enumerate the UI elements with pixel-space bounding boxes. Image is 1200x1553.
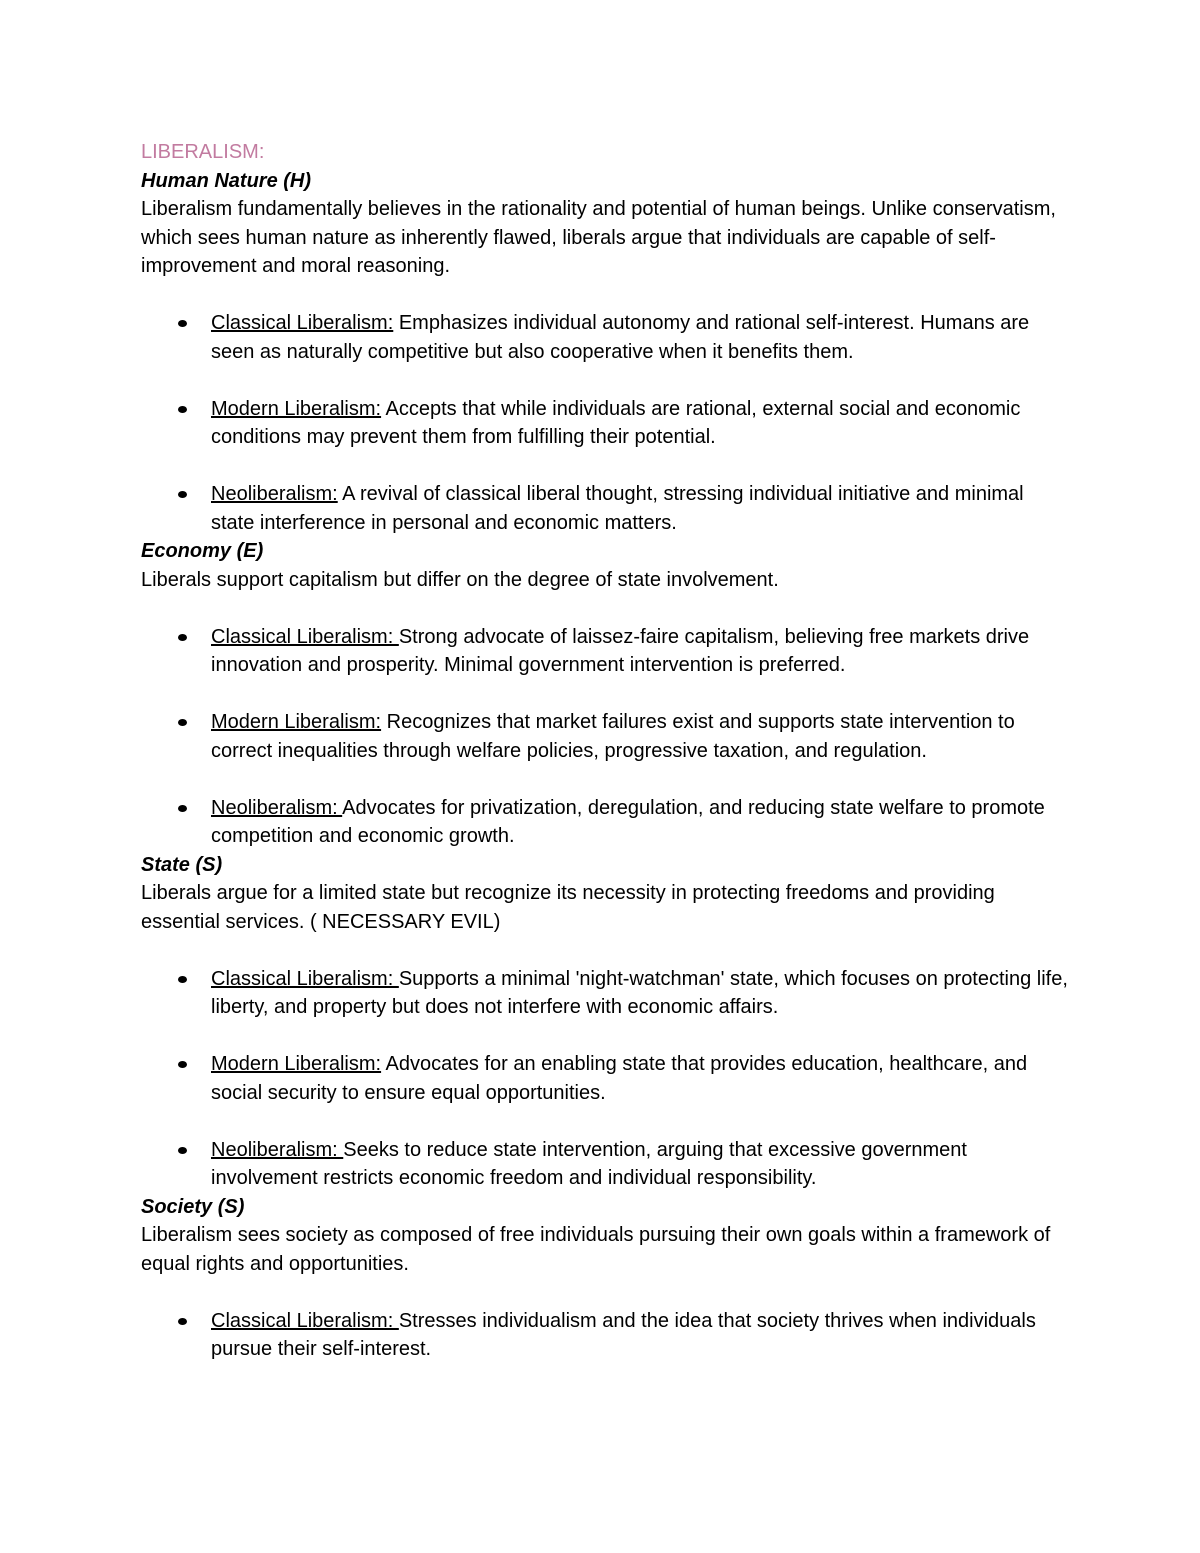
bullet-icon [178, 1061, 187, 1068]
list-item [141, 794, 1071, 851]
section-intro: Liberals argue for a limited state but recognize its necessity in protecting freedoms and providing essential services. ( NECESSARY EVIL) [141, 882, 995, 933]
spacer [141, 452, 1071, 481]
term-description: Recognizes that market failures exist and supports state intervention to correct inequalities through welfare policies, progressive taxation, and regulation. [211, 711, 1015, 762]
section-heading: Human Nature (H) [141, 169, 312, 192]
term-label: Classical Liberalism: [211, 312, 394, 334]
bullet-icon [178, 719, 187, 726]
document-title: LIBERALISM: [141, 141, 265, 163]
spacer [141, 1107, 1071, 1136]
list-item [141, 708, 1071, 765]
bullet-icon [178, 1318, 187, 1325]
term-label: Classical Liberalism: [211, 625, 399, 648]
spacer [141, 594, 1071, 623]
term-label: Modern Liberalism: [211, 397, 382, 420]
section-intro: Liberals support capitalism but differ on the degree of state involvement. [141, 568, 779, 591]
list-item [141, 1136, 1071, 1193]
bullet-icon [178, 634, 187, 641]
document-body [141, 138, 1071, 1364]
spacer [141, 936, 1071, 965]
spacer [141, 366, 1071, 395]
term-label: Neoliberalism: [211, 1138, 344, 1161]
term-description: Stresses individualism and the idea that society thrives when individuals pursue their self-interest. [211, 1309, 1036, 1360]
spacer [141, 281, 1071, 310]
bullet-icon [178, 491, 187, 498]
section-intro: Liberalism fundamentally believes in the rationality and potential of human beings. Unlike conservatism, which sees human nature as inherently flawed, liberals argue that individuals are capable of self-improvement and moral reasoning. [141, 198, 1056, 277]
list-item [141, 1307, 1071, 1364]
bullet-icon [178, 1147, 187, 1154]
term-description: Supports a minimal 'night-watchman' state, which focuses on protecting life, liberty, and property but does not interfere with economic affairs. [211, 967, 1068, 1018]
list-item [141, 480, 1071, 537]
list-item [141, 1050, 1071, 1107]
bullet-icon [178, 320, 187, 327]
term-description: Advocates for privatization, deregulation, and reducing state welfare to promote competition and economic growth. [211, 796, 1045, 847]
list-item [141, 965, 1071, 1022]
term-label: Classical Liberalism: [211, 1309, 399, 1332]
bullet-icon [178, 805, 187, 812]
term-description: Emphasizes individual autonomy and rational self-interest. Humans are seen as naturally competitive but also cooperative when it benefits them. [211, 312, 1030, 363]
list-item [141, 623, 1071, 680]
spacer [141, 765, 1071, 794]
section-heading: Society (S) [141, 1195, 245, 1218]
spacer [141, 1278, 1071, 1307]
term-label: Neoliberalism: [211, 483, 338, 505]
bullet-list [141, 623, 1071, 851]
term-description: Advocates for an enabling state that provides education, healthcare, and social security to ensure equal opportunities. [211, 1053, 1028, 1104]
section-heading: Economy (E) [141, 540, 264, 562]
term-label: Classical Liberalism: [211, 967, 399, 990]
spacer [141, 1022, 1071, 1051]
term-description: Seeks to reduce state intervention, arguing that excessive government involvement restricts economic freedom and individual responsibility. [211, 1138, 967, 1189]
list-item [141, 309, 1071, 366]
spacer [141, 680, 1071, 709]
term-description: A revival of classical liberal thought, stressing individual initiative and minimal state interference in personal and economic matters. [211, 483, 1024, 534]
list-item [141, 395, 1071, 452]
term-label: Neoliberalism: [211, 796, 343, 819]
term-label: Modern Liberalism: [211, 1053, 382, 1075]
section-heading: State (S) [141, 853, 223, 876]
bullet-list [141, 309, 1071, 537]
term-description: Accepts that while individuals are rational, external social and economic conditions may prevent them from fulfilling their potential. [211, 397, 1021, 448]
bullet-icon [178, 406, 187, 413]
bullet-list [141, 965, 1071, 1193]
bullet-list [141, 1307, 1071, 1364]
section-intro: Liberalism sees society as composed of free individuals pursuing their own goals within a framework of equal rights and opportunities. [141, 1224, 1051, 1275]
term-description: Strong advocate of laissez-faire capitalism, believing free markets drive innovation and prosperity. Minimal government intervention is preferred. [211, 625, 1030, 676]
bullet-icon [178, 976, 187, 983]
term-label: Modern Liberalism: [211, 711, 382, 733]
